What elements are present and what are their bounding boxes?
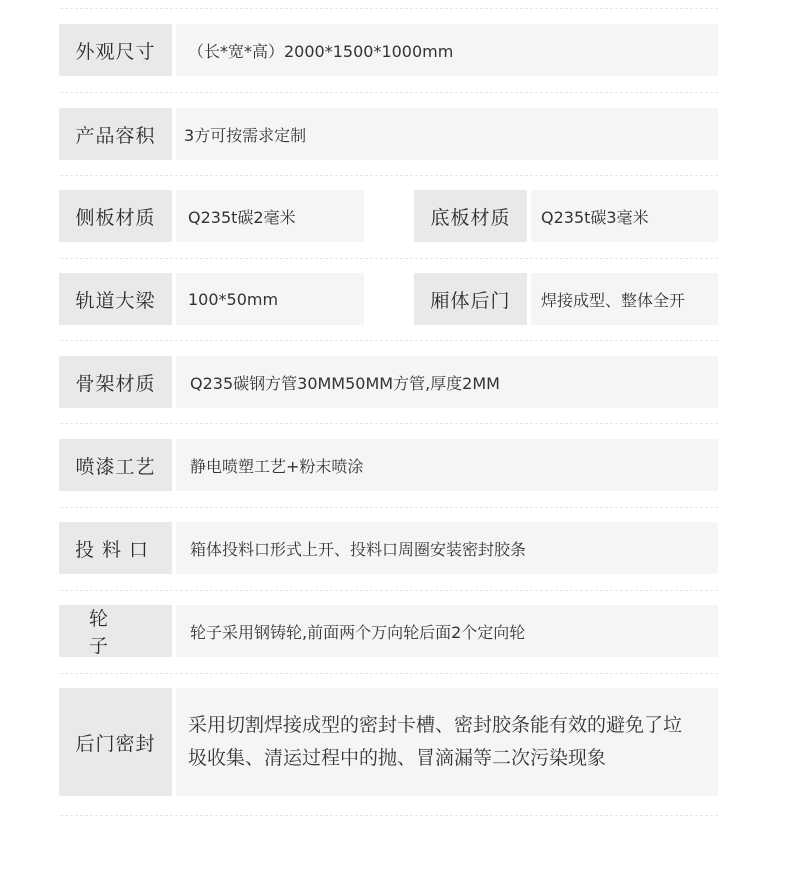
spec-value-feed-port: 箱体投料口形式上开、投料口周圈安装密封胶条	[176, 522, 718, 574]
spec-label-rear-door-seal: 后门密封	[59, 688, 172, 796]
spec-label-dimensions: 外观尺寸	[59, 24, 172, 76]
row-separator	[60, 258, 718, 259]
spec-label-bottom-panel: 底板材质	[414, 190, 527, 242]
spec-value-wheels: 轮子采用钢铸轮,前面两个万向轮后面2个定向轮	[176, 605, 718, 657]
spec-value-frame: Q235碳钢方管30MM50MM方管,厚度2MM	[176, 356, 718, 408]
spec-value-rear-door: 焊接成型、整体全开	[531, 273, 718, 325]
spec-value-volume: 3方可按需求定制	[176, 108, 718, 160]
spec-label-painting: 喷漆工艺	[59, 439, 172, 491]
spec-value-rail-beam: 100*50mm	[176, 273, 364, 325]
spec-label-rear-door: 厢体后门	[414, 273, 527, 325]
row-separator	[60, 92, 718, 93]
row-separator	[60, 815, 718, 816]
spec-value-bottom-panel: Q235t碳3毫米	[531, 190, 718, 242]
spec-label-feed-port: 投料口	[59, 522, 172, 574]
row-separator	[60, 175, 718, 176]
row-separator	[60, 423, 718, 424]
spec-label-frame: 骨架材质	[59, 356, 172, 408]
row-separator	[60, 590, 718, 591]
spec-value-side-panel: Q235t碳2毫米	[176, 190, 364, 242]
spec-label-wheels: 轮子	[59, 605, 172, 657]
spec-value-painting: 静电喷塑工艺+粉末喷涂	[176, 439, 718, 491]
row-separator	[60, 507, 718, 508]
spec-label-rail-beam: 轨道大梁	[59, 273, 172, 325]
row-separator	[60, 340, 718, 341]
spec-value-rear-door-seal: 采用切割焊接成型的密封卡槽、密封胶条能有效的避免了垃圾收集、清运过程中的抛、冒滴漏等二次污染现象	[176, 688, 718, 796]
spec-label-side-panel: 侧板材质	[59, 190, 172, 242]
spec-label-volume: 产品容积	[59, 108, 172, 160]
spec-value-dimensions: （长*宽*高）2000*1500*1000mm	[176, 24, 718, 76]
row-separator	[60, 8, 718, 9]
row-separator	[60, 673, 718, 674]
